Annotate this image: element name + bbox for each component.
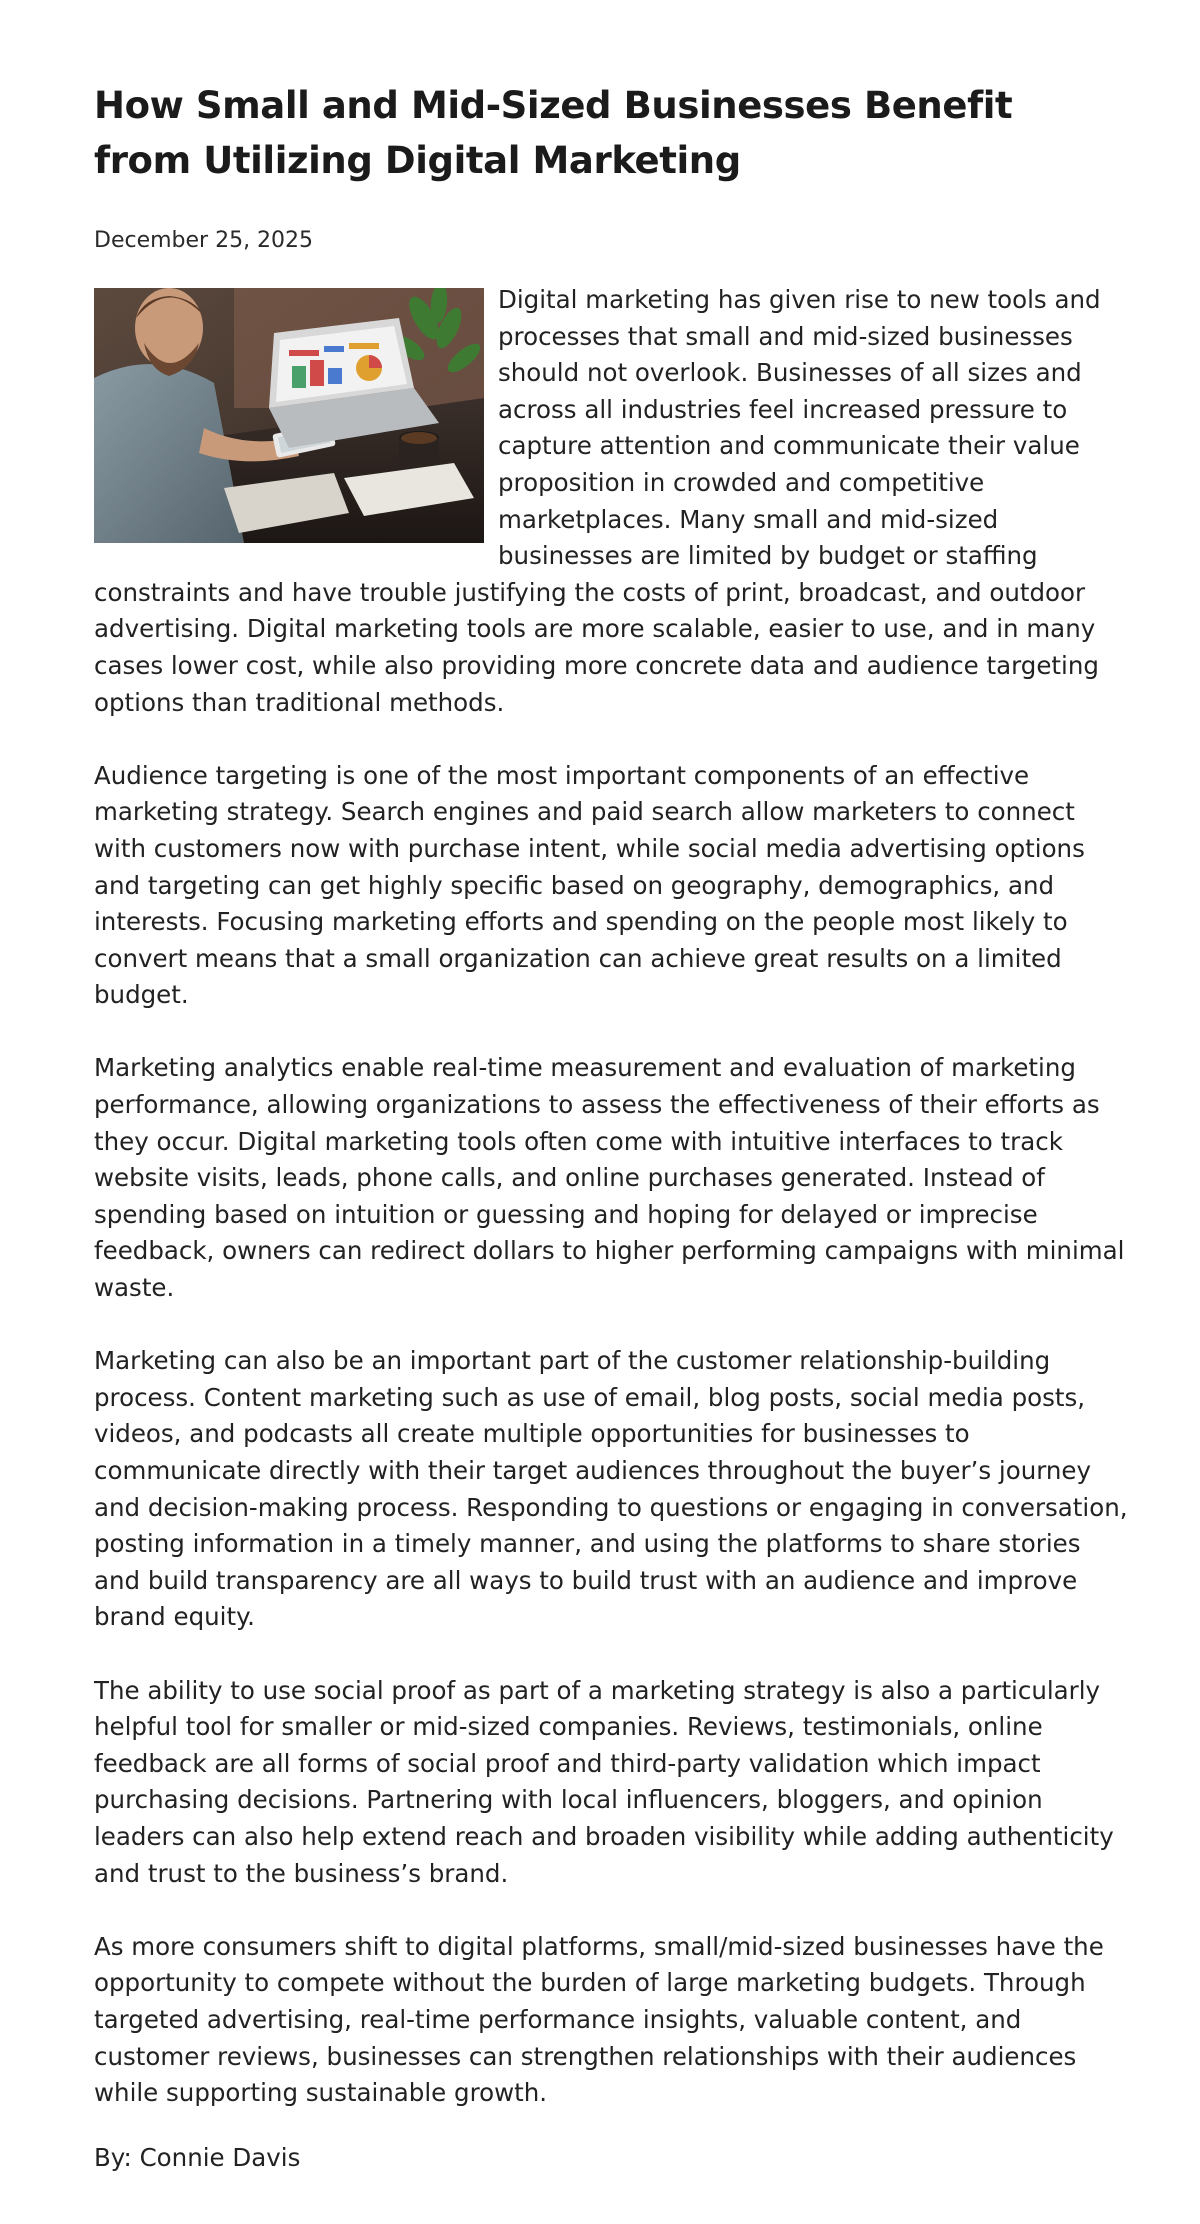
author-byline: By: Connie Davis [94,2143,301,2173]
article-title: How Small and Mid-Sized Businesses Benefit from Utilizing Digital Marketing [94,84,1013,182]
paragraph: As more consumers shift to digital platforms, small/mid-sized businesses have the opportunity to compete without the burden of large marketing budgets. Through targeted advertising, real-time performance insights, valuable content, and customer reviews, businesses can strengthen relationships with their audiences while supporting sustainable growth. [94,1931,1104,2108]
paragraph: Marketing can also be an important part of the customer relationship-building process. Content marketing such as use of email, blog posts, social media posts, videos, and podcasts all create multiple opportunities for businesses to communicate directly with their target audiences throughout the buyer’s journey and decision-making process. Responding to questions or engaging in conversation, posting information in a timely manner, and using the platforms to share stories and build transparency are all ways to build trust with an audience and improve brand equity. [94,1346,1128,1632]
article-body [94,282,1129,2112]
hero-image [94,288,484,543]
paragraph: Audience targeting is one of the most important components of an effective marketing strategy. Search engines and paid search allow marketers to connect with customers now with purchase intent, while social media advertising options and targeting can get highly specific based on geography, demographics, and interests. Focusing marketing efforts and spending on the people most likely to convert means that a small organization can achieve great results on a limited budget. [94,760,1085,1010]
paragraph: Digital marketing has given rise to new tools and processes that small and mid-sized businesses should not overlook. Businesses of all sizes and across all industries feel increased pressure to capture attention and communicate their value proposition in crowded and competitive marketplaces. Many small and mid-sized businesses are limited by budget or staffing constraints and have trouble justifying the costs of print, broadcast, and outdoor advertising. Digital marketing tools are more scalable, easier to use, and in many cases lower cost, while also providing more concrete data and audience targeting options than traditional methods. [94,285,1101,717]
article-date: December 25, 2025 [94,228,314,253]
paragraph: The ability to use social proof as part of a marketing strategy is also a particularly helpful tool for smaller or mid-sized companies. Reviews, testimonials, online feedback are all forms of social proof and third-party validation which impact purchasing decisions. Partnering with local influencers, bloggers, and opinion leaders can also help extend reach and broaden visibility while adding authenticity and trust to the business’s brand. [94,1675,1114,1888]
photo-man-with-laptop-and-phone-icon [94,288,484,543]
paragraph: Marketing analytics enable real-time measurement and evaluation of marketing performance, allowing organizations to assess the effectiveness of their efforts as they occur. Digital marketing tools often come with intuitive interfaces to track website visits, leads, phone calls, and online purchases generated. Instead of spending based on intuition or guessing and hoping for delayed or imprecise feedback, owners can redirect dollars to higher performing campaigns with minimal waste. [94,1053,1125,1303]
